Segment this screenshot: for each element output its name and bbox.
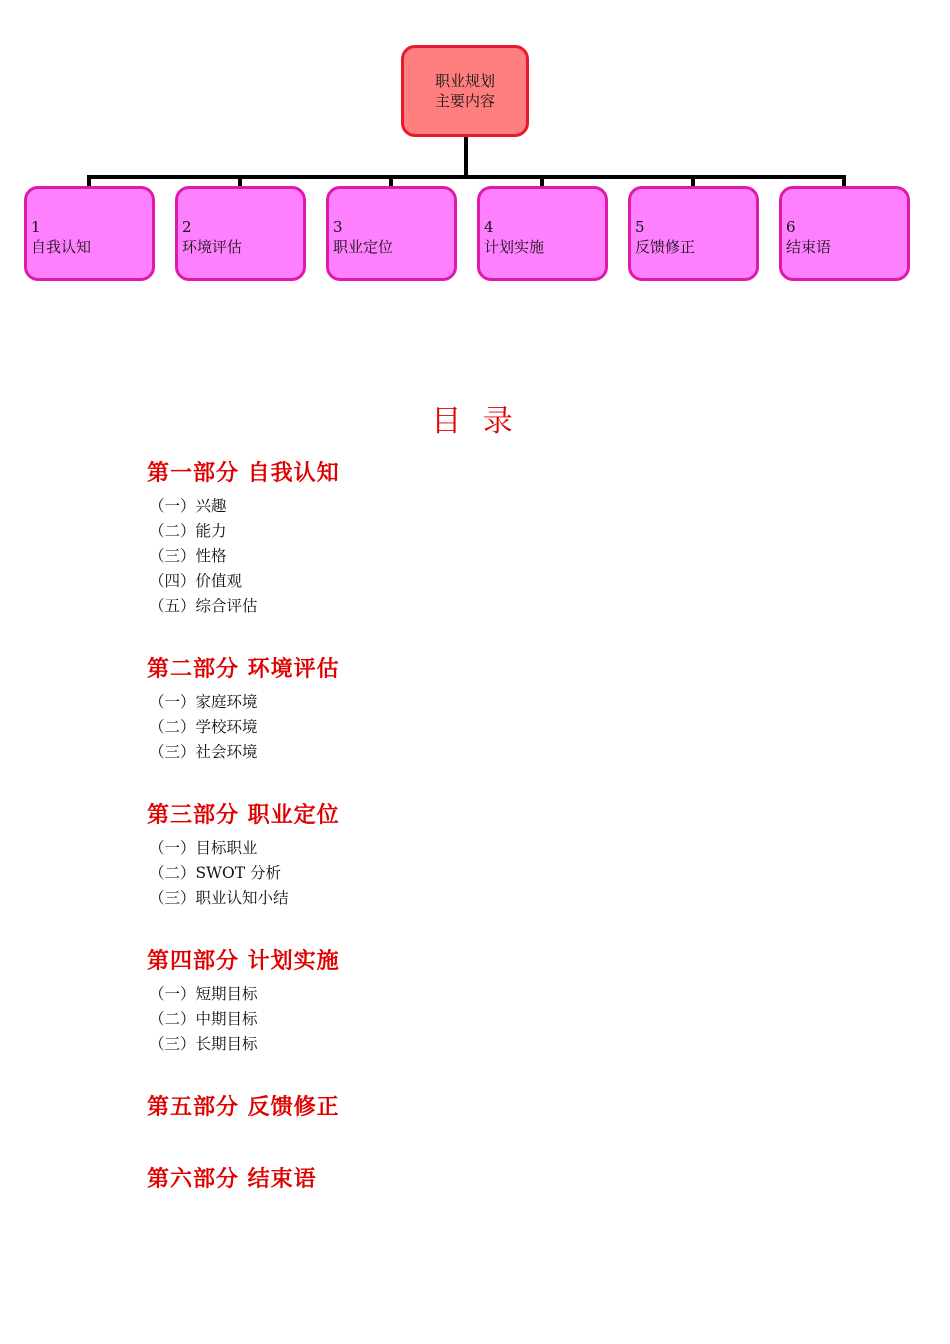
section-heading[interactable]: 第四部分 计划实施 — [147, 948, 340, 974]
section-heading[interactable]: 第六部分 结束语 — [147, 1166, 317, 1192]
toc-item[interactable]: （五）综合评估 — [149, 597, 258, 615]
toc-item[interactable]: （三）职业认知小结 — [149, 889, 289, 907]
toc-section — [147, 798, 647, 911]
child-node-label: 结束语 — [786, 238, 832, 256]
section-heading[interactable]: 第五部分 反馈修正 — [147, 1094, 340, 1120]
horizontal-bus-line — [87, 175, 846, 179]
child-node-number: 6 — [786, 218, 796, 236]
toc-item[interactable]: （一）短期目标 — [149, 985, 258, 1003]
section-heading[interactable]: 第三部分 职业定位 — [147, 802, 340, 828]
table-of-contents — [147, 456, 647, 1234]
toc-item[interactable]: （一）兴趣 — [149, 497, 227, 515]
toc-title: 目 录 — [431, 404, 519, 439]
child-node-number: 1 — [31, 218, 41, 236]
toc-section — [147, 944, 647, 1057]
child-node-number: 3 — [333, 218, 343, 236]
toc-item[interactable]: （三）长期目标 — [149, 1035, 258, 1053]
toc-item[interactable]: （一）家庭环境 — [149, 693, 258, 711]
section-heading[interactable]: 第二部分 环境评估 — [147, 656, 340, 682]
toc-item[interactable]: （二）学校环境 — [149, 718, 258, 736]
toc-item[interactable]: （三）性格 — [149, 547, 227, 565]
toc-item[interactable]: （四）价值观 — [149, 572, 243, 590]
section-items — [147, 836, 647, 911]
section-items — [147, 690, 647, 765]
section-items — [147, 982, 647, 1057]
child-node-number: 5 — [635, 218, 645, 236]
section-items — [147, 494, 647, 619]
root-node-line1: 职业规划 — [434, 72, 495, 90]
child-node-label: 计划实施 — [484, 238, 545, 256]
chart-child-node — [175, 186, 306, 281]
chart-root-node — [401, 45, 529, 137]
toc-item[interactable]: （二）SWOT 分析 — [149, 864, 282, 882]
root-node-line2: 主要内容 — [434, 92, 495, 110]
child-node-label: 环境评估 — [182, 238, 243, 256]
toc-item[interactable]: （二）中期目标 — [149, 1010, 258, 1028]
child-node-label: 自我认知 — [31, 238, 92, 256]
toc-item[interactable]: （一）目标职业 — [149, 839, 258, 857]
org-chart — [0, 0, 950, 300]
chart-child-node — [24, 186, 155, 281]
chart-child-node — [326, 186, 457, 281]
toc-section — [147, 652, 647, 765]
chart-child-node — [628, 186, 759, 281]
child-node-label: 职业定位 — [333, 238, 394, 256]
toc-item[interactable]: （二）能力 — [149, 522, 227, 540]
toc-item[interactable]: （三）社会环境 — [149, 743, 258, 761]
child-node-label: 反馈修正 — [635, 238, 696, 256]
root-stem-line — [464, 137, 468, 179]
toc-section — [147, 1090, 647, 1124]
toc-section — [147, 456, 647, 619]
child-node-number: 4 — [484, 218, 494, 236]
section-heading[interactable]: 第一部分 自我认知 — [147, 460, 340, 486]
toc-section — [147, 1162, 647, 1196]
chart-child-node — [477, 186, 608, 281]
child-node-number: 2 — [182, 218, 192, 236]
chart-child-node — [779, 186, 910, 281]
